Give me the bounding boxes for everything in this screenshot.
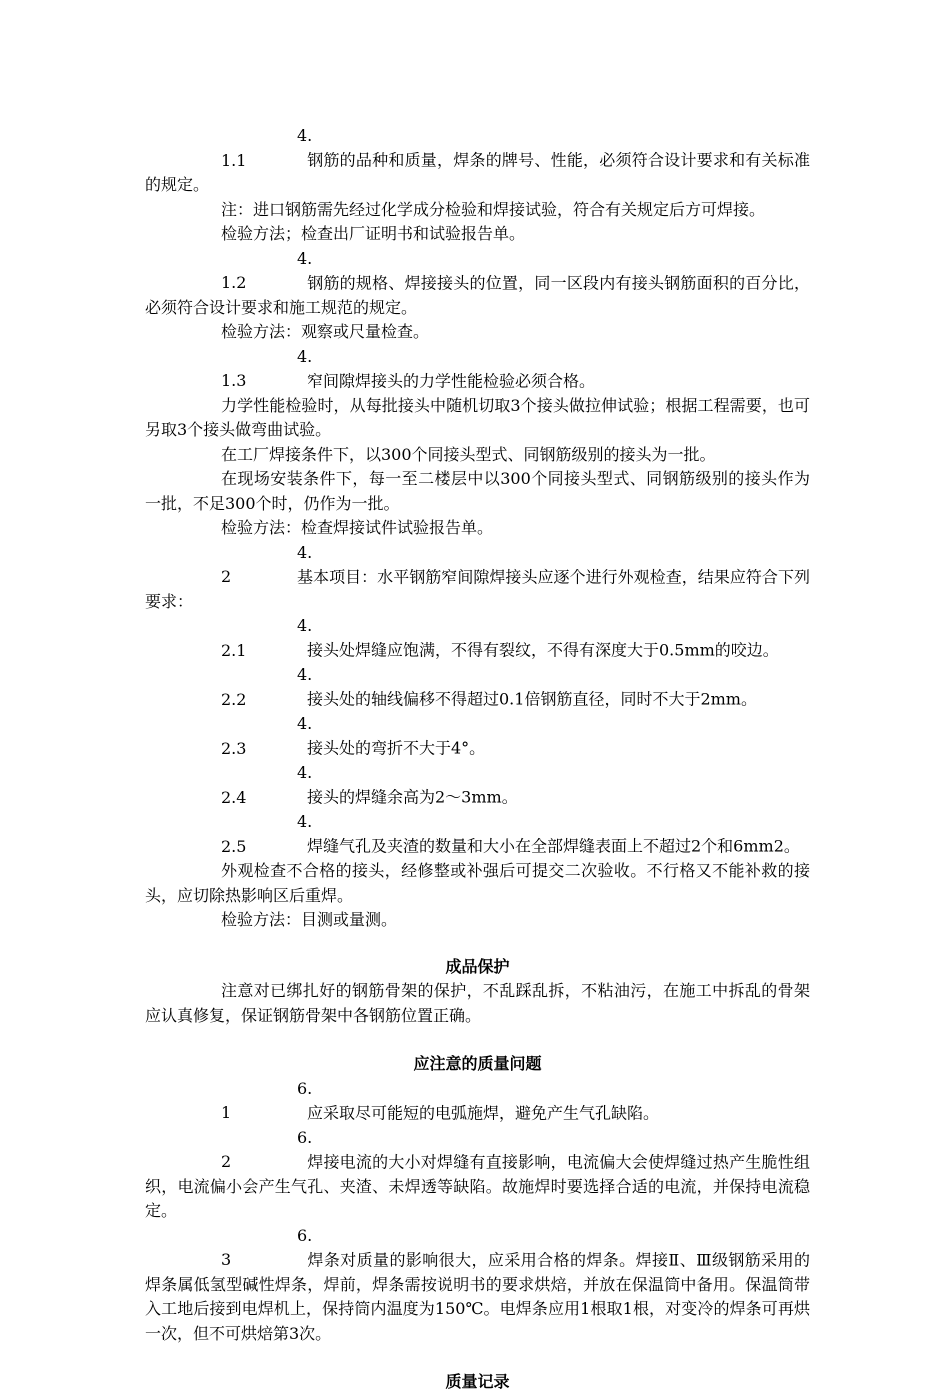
clause-4-2-3 [145,712,810,761]
inspection-method: 检验方法；检查出厂证明书和试验报告单。 [221,224,526,243]
section-heading-quality-issues: 应注意的质量问题 [413,1054,542,1073]
section-heading-quality-records: 质量记录 [445,1372,510,1391]
clause-4-1-3 [145,345,810,394]
document-body [145,124,810,1395]
inspection-method: 检验方法：观察或尺量检查。 [221,322,430,341]
clause-number: 6.3 [221,1225,313,1269]
clause-text: 钢筋的规格、焊接接头的位置，同一区段内有接头钢筋面积的百分比，必须符合设计要求和施工规范的规定。 [145,273,810,317]
clause-4-2-4 [145,761,810,810]
clause-4-2-1 [145,614,810,663]
clause-number: 4.2.4 [221,763,313,807]
clause-number: 4.2 [221,542,313,586]
note-paragraph: 注：进口钢筋需先经过化学成分检验和焊接试验，符合有关规定后方可焊接。 [221,199,766,219]
clause-text: 应采取尽可能短的电弧施焊，避免产生气孔缺陷。 [307,1103,660,1122]
clause-6-2 [145,1126,810,1224]
body-paragraph: 注意对已绑扎好的钢筋骨架的保护，不乱踩乱拆，不粘油污，在施工中拆乱的骨架应认真修复，保证钢筋骨架中各钢筋位置正确。 [145,981,810,1025]
body-paragraph: 在现场安装条件下，每一至二楼层中以300个同接头型式、同钢筋级别的接头作为一批，不足300个时，仍作为一批。 [145,469,810,513]
inspection-method: 检验方法：目测或量测。 [221,910,398,929]
clause-6-1 [145,1077,810,1126]
body-paragraph: 在工厂焊接条件下，以300个同接头型式、同钢筋级别的接头为一批。 [221,444,716,464]
clause-text: 接头的焊缝余高为2～3mm。 [307,787,518,807]
clause-text: 接头处的轴线偏移不得超过0.1倍钢筋直径，同时不大于2mm。 [307,689,757,709]
clause-number: 4.1.3 [221,346,313,390]
clause-4-2 [145,541,810,615]
clause-number: 4.2.2 [221,665,313,709]
clause-text: 焊缝气孔及夹渣的数量和大小在全部焊缝表面上不超过2个和6mm2。 [307,836,800,856]
clause-text: 钢筋的品种和质量，焊条的牌号、性能，必须符合设计要求和有关标准的规定。 [145,150,810,194]
clause-4-2-2 [145,663,810,712]
clause-4-1-1 [145,124,810,198]
clause-4-2-5 [145,810,810,859]
clause-number: 4.2.3 [221,714,313,758]
body-paragraph: 力学性能检验时，从每批接头中随机切取3个接头做拉伸试验；根据工程需要，也可另取3个接头做弯曲试验。 [145,395,810,439]
inspection-method: 检验方法：检查焊接试件试验报告单。 [221,518,494,537]
clause-number: 6.1 [221,1078,313,1122]
clause-6-3 [145,1224,810,1347]
clause-text: 接头处焊缝应饱满，不得有裂纹，不得有深度大于0.5mm的咬边。 [307,640,779,660]
clause-number: 4.1.1 [221,126,313,170]
clause-number: 6.2 [221,1127,313,1171]
clause-number: 4.1.2 [221,248,313,292]
clause-number: 4.2.5 [221,812,313,856]
clause-text: 焊接电流的大小对焊缝有直接影响，电流偏大会使焊缝过热产生脆性组织，电流偏小会产生气孔、夹渣、未焊透等缺陷。故施焊时要选择合适的电流，并保持电流稳定。 [145,1152,810,1220]
clause-text: 焊条对质量的影响很大，应采用合格的焊条。焊接Ⅱ、Ⅲ级钢筋采用的焊条属低氢型碱性焊条，焊前，焊条需按说明书的要求烘焙，并放在保温筒中备用。保温筒带入工地后接到电焊机上，保持筒内温度为150℃。电焊条应用1根取1根，对变冷的焊条可再烘一次，但不可烘焙第3次。 [145,1250,810,1343]
clause-4-1-2 [145,247,810,321]
clause-number: 4.2.1 [221,616,313,660]
clause-text: 接头处的弯折不大于4°。 [307,738,486,758]
section-heading-product-protection: 成品保护 [445,956,510,976]
body-paragraph: 外观检查不合格的接头，经修整或补强后可提交二次验收。不行格又不能补救的接头，应切除热影响区后重焊。 [145,861,810,905]
clause-text: 窄间隙焊接头的力学性能检验必须合格。 [307,371,596,390]
clause-text: 基本项目：水平钢筋窄间隙焊接头应逐个进行外观检查，结果应符合下列要求： [145,567,810,611]
